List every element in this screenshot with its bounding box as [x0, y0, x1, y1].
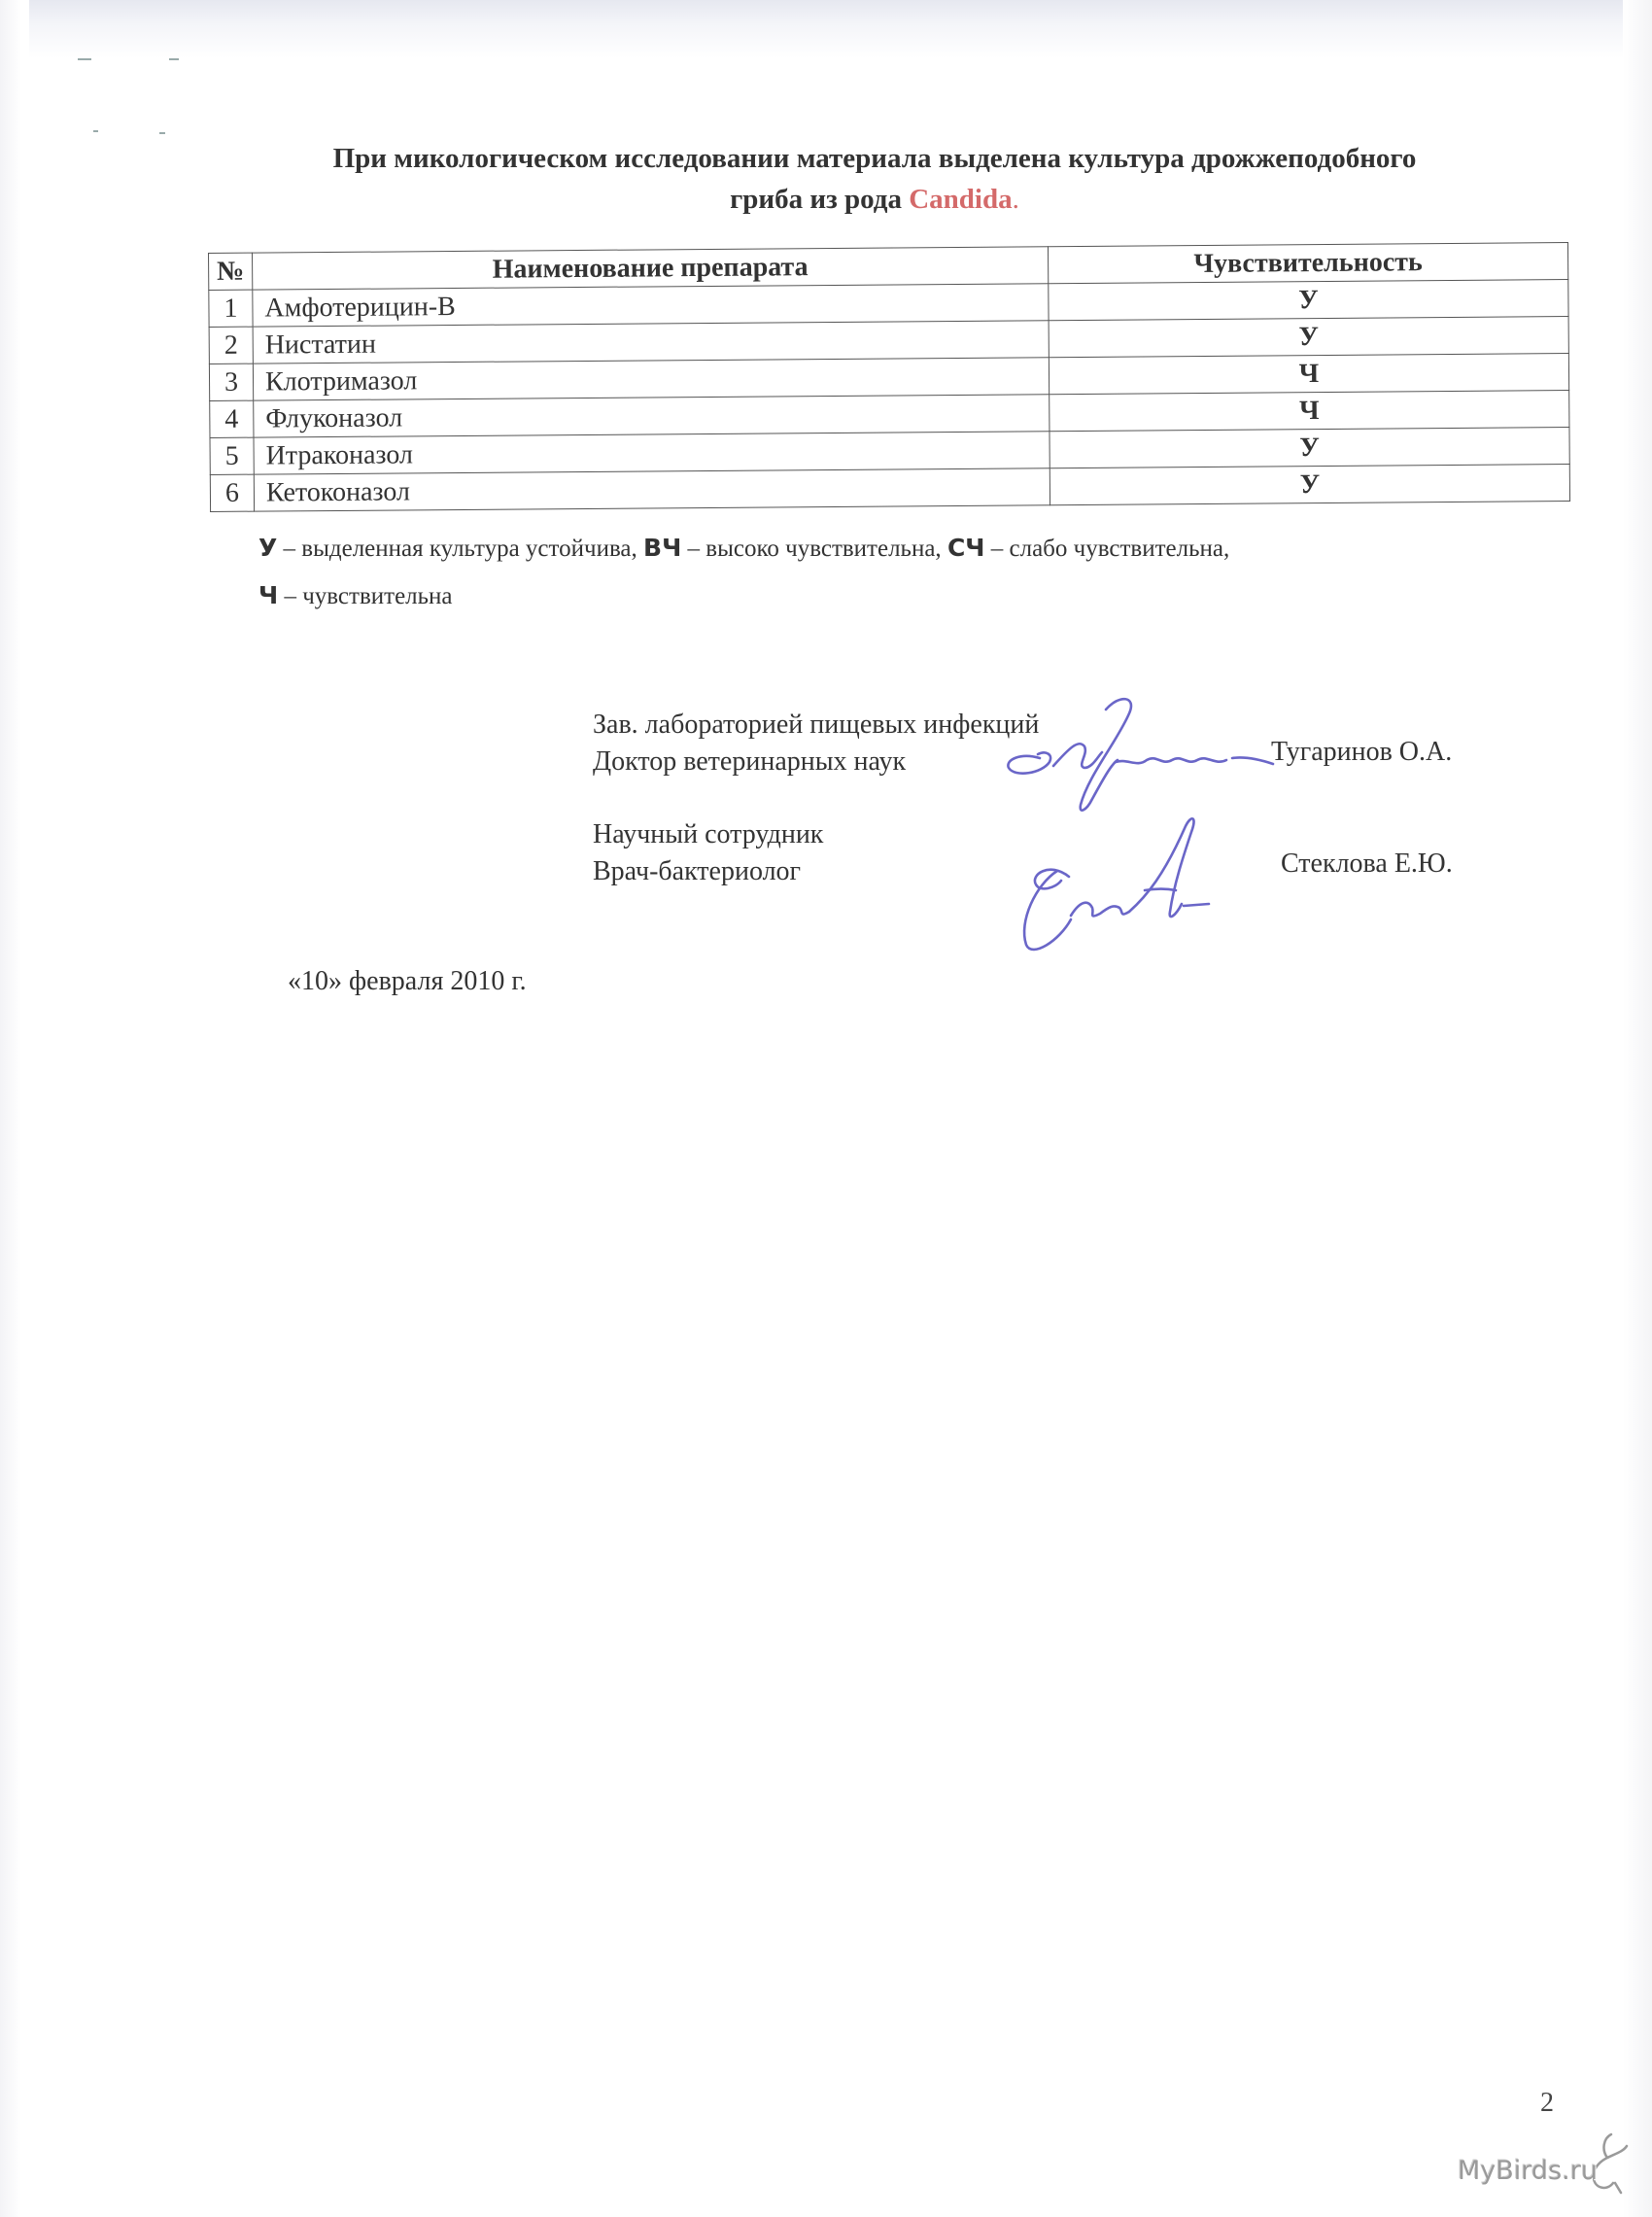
scan-speck [159, 132, 165, 134]
legend-code: У [258, 534, 278, 562]
sensitivity-value: У [1049, 280, 1568, 321]
header-number: № [209, 253, 253, 290]
sensitivity-value: Ч [1050, 391, 1569, 432]
legend-text: – высоко чувствительна, [681, 536, 947, 562]
legend-line-1 [258, 525, 1522, 572]
signature-1-icon [991, 690, 1302, 826]
header-sensitivity: Чувствительность [1048, 243, 1567, 284]
legend-text: – чувствительна [278, 583, 453, 609]
sensitivity-table [208, 242, 1570, 512]
heading-line-2 [233, 179, 1516, 220]
report-heading [233, 138, 1516, 220]
sensitivity-value: Ч [1049, 354, 1568, 395]
legend-text: – слабо чувствительна, [984, 536, 1230, 562]
signatory-2-name: Стеклова Е.Ю. [1281, 849, 1453, 879]
row-number: 5 [210, 437, 254, 474]
legend-line-2 [258, 572, 1522, 620]
signatory-title: Врач-бактериолог [593, 856, 802, 886]
drug-name: Нистатин [253, 321, 1049, 364]
legend-code: СЧ [946, 534, 985, 562]
row-number: 1 [209, 290, 253, 327]
signatory-1-titles [593, 707, 1039, 780]
drug-name: Кетоконазол [254, 468, 1050, 511]
page-number: 2 [1540, 2088, 1554, 2118]
legend-code: ВЧ [643, 534, 682, 562]
header-drug-name: Наименование препарата [253, 247, 1049, 290]
signatory-title: Научный сотрудник [593, 819, 824, 849]
row-number: 6 [210, 474, 254, 511]
heading-prefix: гриба из рода [730, 184, 910, 215]
scan-speck [169, 58, 179, 60]
signature-2-icon [1011, 807, 1263, 962]
drug-name: Клотримазол [253, 358, 1049, 400]
scan-shadow [29, 0, 1623, 58]
signatory-2-titles [593, 816, 823, 890]
legend-code: Ч [258, 581, 279, 609]
signatory-title: Зав. лабораторией пищевых инфекций [593, 710, 1040, 740]
row-number: 4 [210, 400, 254, 437]
signatory-title: Доктор ветеринарных наук [593, 746, 907, 777]
report-date: «10» февраля 2010 г. [288, 966, 527, 996]
signatory-1-name: Тугаринов О.А. [1271, 737, 1453, 767]
watermark-text: MyBirds.ru [1458, 2156, 1598, 2186]
row-number: 2 [209, 327, 253, 364]
legend [258, 525, 1522, 620]
drug-name: Флуконазол [254, 395, 1050, 437]
sensitivity-value: У [1050, 428, 1569, 468]
scan-speck [93, 130, 98, 132]
sensitivity-value: У [1050, 465, 1569, 505]
scan-speck [78, 58, 91, 60]
genus-name: Candida [909, 184, 1013, 215]
heading-line-1: При микологическом исследовании материала выделена культура дрожжеподобного [332, 143, 1417, 174]
heading-suffix: . [1012, 184, 1019, 215]
sensitivity-value: У [1049, 317, 1568, 358]
drug-name: Амфотерицин-В [253, 284, 1049, 327]
row-number: 3 [209, 364, 253, 400]
drug-name: Итраконазол [254, 432, 1050, 474]
legend-text: – выделенная культура устойчива, [277, 536, 644, 562]
